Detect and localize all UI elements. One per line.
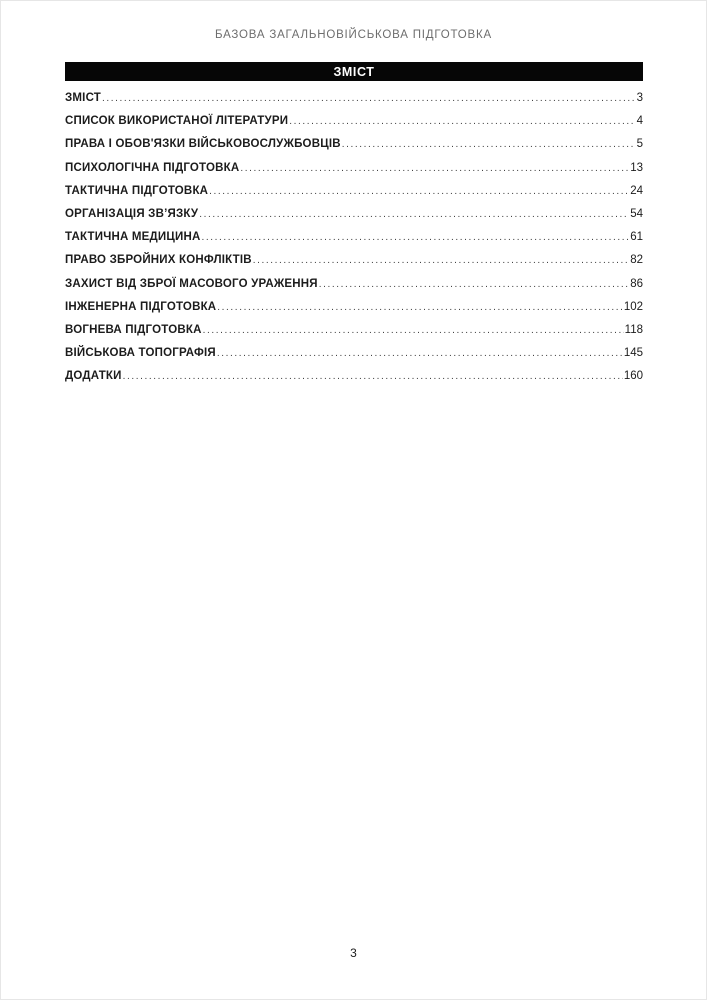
toc-dot-leader — [201, 232, 629, 243]
toc-entry-title: ВОГНЕВА ПІДГОТОВКА — [65, 323, 202, 336]
toc-entry — [65, 162, 643, 185]
toc-entry-title: ПРАВА І ОБОВ'ЯЗКИ ВІЙСЬКОВОСЛУЖБОВЦІВ — [65, 138, 341, 151]
toc-entry — [65, 208, 643, 231]
toc-entry-title: ТАКТИЧНА МЕДИЦИНА — [65, 231, 201, 244]
toc-entry — [65, 347, 643, 370]
toc-entry — [65, 138, 643, 161]
toc-entry-title: СПИСОК ВИКОРИСТАНОЇ ЛІТЕРАТУРИ — [65, 115, 289, 128]
toc-dot-leader — [217, 302, 623, 313]
toc-entry-page-number: 82 — [630, 254, 643, 267]
toc-entry-page-number: 145 — [623, 347, 643, 360]
toc-entry — [65, 254, 643, 277]
section-bar-title: ЗМІСТ — [333, 64, 375, 79]
toc-entry — [65, 278, 643, 301]
toc-dot-leader — [203, 325, 624, 336]
toc-entry-title: ПРАВО ЗБРОЙНИХ КОНФЛІКТІВ — [65, 254, 252, 267]
toc-entry — [65, 324, 643, 347]
toc-entry-page-number: 54 — [630, 207, 643, 220]
toc-entry-title: ЗАХИСТ ВІД ЗБРОЇ МАСОВОГО УРАЖЕННЯ — [65, 277, 318, 290]
toc-entry — [65, 301, 643, 324]
toc-entry-page-number: 118 — [624, 323, 643, 336]
toc-entry — [65, 115, 643, 138]
toc-entry — [65, 92, 643, 115]
toc-entry-page-number: 102 — [623, 300, 643, 313]
toc-entry-page-number: 5 — [636, 138, 643, 151]
running-head-title: БАЗОВА ЗАГАЛЬНОВІЙСЬКОВА ПІДГОТОВКА — [214, 29, 492, 41]
toc-entry-title: ОРГАНІЗАЦІЯ ЗВ’ЯЗКУ — [65, 207, 199, 220]
toc-dot-leader — [240, 163, 629, 174]
page-number: 3 — [350, 946, 357, 960]
toc-entry-page-number: 160 — [623, 370, 643, 383]
toc-dot-leader — [253, 255, 629, 266]
toc-entry — [65, 370, 643, 393]
toc-entry-page-number: 86 — [630, 277, 643, 290]
toc-entry — [65, 185, 643, 208]
toc-dot-leader — [199, 209, 629, 220]
toc-dot-leader — [209, 186, 629, 197]
toc-dot-leader — [123, 371, 623, 382]
toc-entry-title: ВІЙСЬКОВА ТОПОГРАФІЯ — [65, 347, 216, 360]
toc-entry-title: ТАКТИЧНА ПІДГОТОВКА — [65, 184, 209, 197]
toc-entry-title: ПСИХОЛОГІЧНА ПІДГОТОВКА — [65, 161, 240, 174]
toc-entry — [65, 231, 643, 254]
toc-entry-title: ДОДАТКИ — [65, 370, 122, 383]
toc-entry-page-number: 61 — [630, 231, 643, 244]
toc-entry-page-number: 24 — [630, 184, 643, 197]
toc-entry-page-number: 3 — [636, 92, 643, 104]
table-of-contents — [65, 92, 643, 393]
toc-entry-page-number: 13 — [630, 161, 643, 174]
toc-dot-leader — [102, 93, 636, 104]
section-bar — [65, 62, 643, 81]
toc-entry-title: ЗМІСТ — [65, 92, 102, 104]
toc-dot-leader — [342, 139, 636, 150]
toc-dot-leader — [217, 348, 623, 359]
toc-entry-page-number: 4 — [636, 115, 643, 128]
toc-dot-leader — [289, 116, 635, 127]
toc-dot-leader — [319, 279, 629, 290]
toc-entry-title: ІНЖЕНЕРНА ПІДГОТОВКА — [65, 300, 217, 313]
